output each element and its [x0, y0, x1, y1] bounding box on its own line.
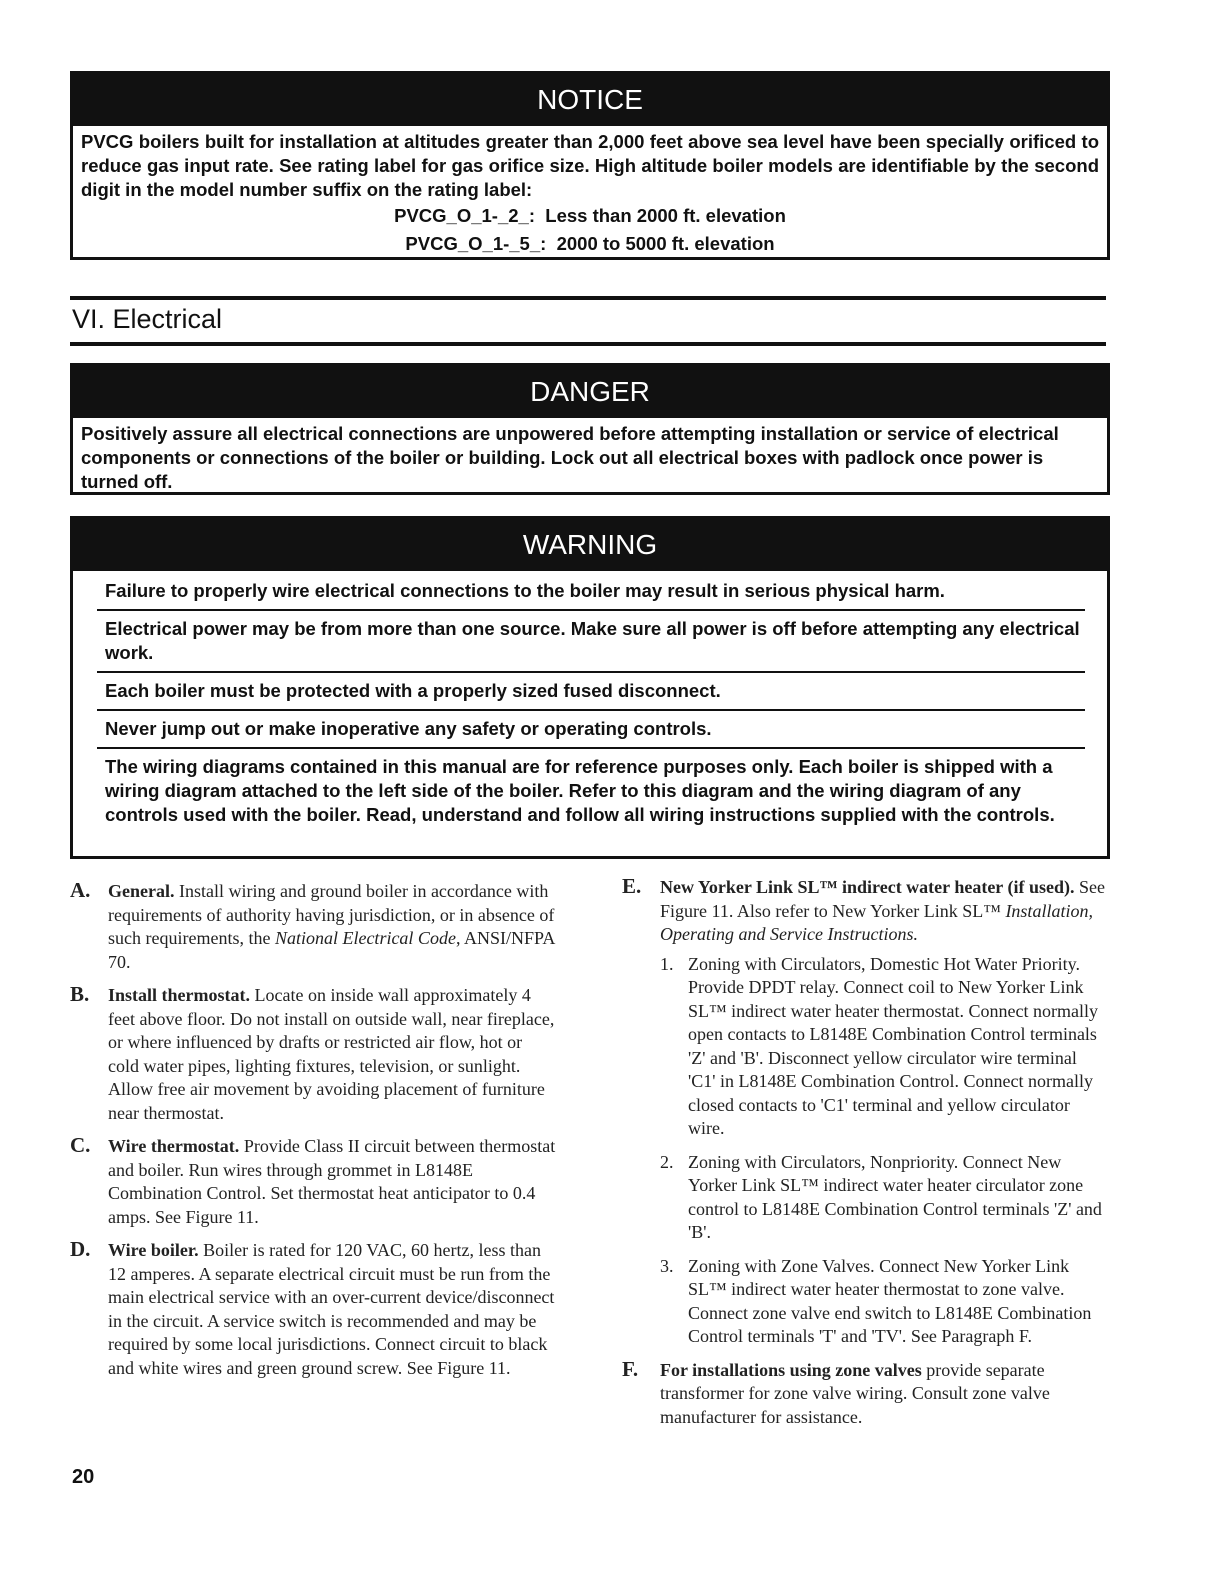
- notice-model-line-2: [81, 230, 1099, 258]
- list-item-d: [70, 1239, 556, 1380]
- item-lead: General.: [108, 881, 175, 901]
- danger-text: Positively assure all electrical connections are unpowered before attempting installation or service of electrical components or connections of the boiler or building. Lock out all electrical boxes with padlock once power is turned off.: [81, 423, 1059, 492]
- item-italic: National Electrical Code: [274, 928, 456, 948]
- item-letter: E.: [622, 874, 642, 898]
- warning-box: [70, 516, 1110, 859]
- item-letter: B.: [70, 982, 90, 1006]
- item-text: provide separate transformer for zone valve wiring. Consult zone valve manufacturer for assistance.: [660, 1359, 1050, 1427]
- list-item-f: [622, 1356, 1108, 1430]
- list-item-b: [70, 984, 556, 1125]
- sub-item-1: [660, 953, 1108, 1141]
- sub-item-text: Zoning with Circulators, Nonpriority. Connect New Yorker Link SL™ indirect water heater circulator zone control to L8148E Combination Control terminals 'Z' and 'B'.: [688, 1151, 1102, 1242]
- section-title: VI. Electrical: [72, 304, 223, 334]
- item-lead: Wire boiler.: [108, 1240, 199, 1260]
- item-lead: Wire thermostat.: [108, 1136, 240, 1156]
- right-column: [622, 876, 1108, 1439]
- item-italic: Installation, Operating and Service Instructions.: [660, 900, 1093, 944]
- notice-box: [70, 71, 1110, 260]
- notice-model-line-1: [81, 202, 1099, 230]
- item-text: See Figure 11. Also refer to New Yorker Link SL™: [660, 877, 1105, 921]
- model-code: PVCG_O_1-_5_:: [405, 233, 547, 254]
- item-letter: D.: [70, 1237, 91, 1261]
- model-desc: Less than 2000 ft. elevation: [545, 205, 786, 226]
- notice-text: PVCG boilers built for installation at altitudes greater than 2,000 feet above sea level have been specially orificed to reduce gas input rate. See rating label for gas orifice size. High altitude boiler models are identifiable by the second digit in the model number suffix on the rating label:: [81, 131, 1099, 200]
- warning-item: Never jump out or make inoperative any safety or operating controls.: [97, 711, 1085, 749]
- list-item-c: [70, 1135, 556, 1229]
- model-code: PVCG_O_1-_2_:: [394, 205, 535, 226]
- list-item-a: [70, 880, 556, 974]
- item-text: Locate on inside wall approximately 4 feet above floor. Do not install on outside wall, near fireplace, or where influenced by drafts or restricted air flow, hot or cold water pipes, lighting fixtures, television, or sunlight. Allow free air movement by avoiding placement of furniture near thermostat.: [108, 985, 555, 1123]
- list-item-e: [622, 876, 1108, 1349]
- item-text: Boiler is rated for 120 VAC, 60 hertz, less than 12 amperes. A separate electrical circuit must be run from the main electrical service with an over-current device/disconnect in the circuit. A service switch is recommended and may be required by some local jurisdictions. Connect circuit to black and white wires and green ground screw. See Figure 11.: [108, 1240, 555, 1378]
- danger-heading: DANGER: [73, 366, 1107, 418]
- item-text: Install wiring and ground boiler in accordance with requirements of authority having jurisdiction, or in absence of such requirements, the: [108, 881, 555, 948]
- sub-item-number: 1.: [660, 953, 674, 974]
- warning-item: Electrical power may be from more than one source. Make sure all power is off before attempting any electrical work.: [97, 611, 1085, 673]
- item-letter: A.: [70, 878, 91, 902]
- model-desc: 2000 to 5000 ft. elevation: [556, 233, 775, 254]
- item-tail: , ANSI/NFPA 70.: [108, 928, 555, 972]
- sub-item-number: 2.: [660, 1151, 674, 1172]
- sub-item-number: 3.: [660, 1255, 674, 1276]
- warning-item: Failure to properly wire electrical connections to the boiler may result in serious physical harm.: [97, 573, 1085, 611]
- sub-item-2: [660, 1151, 1108, 1245]
- sub-item-3: [660, 1255, 1108, 1349]
- warning-heading: WARNING: [73, 519, 1107, 571]
- sub-item-text: Zoning with Circulators, Domestic Hot Water Priority. Provide DPDT relay. Connect coil to New Yorker Link SL™ indirect water heater thermostat. Connect normally open contacts to L8148E Combination Control terminals 'Z' and 'B'. Disconnect yellow circulator wire terminal 'C1' in L8148E Combination Control. Connect normally closed contacts to 'C1' terminal and yellow circulator wire.: [688, 953, 1099, 1138]
- item-letter: F.: [622, 1356, 639, 1381]
- section-rule-bottom: [70, 342, 1106, 346]
- notice-heading: NOTICE: [73, 74, 1107, 126]
- sub-item-text: Zoning with Zone Valves. Connect New Yorker Link SL™ indirect water heater thermostat to zone valve. Connect zone valve end switch to L8148E Combination Control terminals 'T' and 'TV'. See Paragraph F.: [688, 1255, 1092, 1346]
- page-number: 20: [72, 1466, 95, 1488]
- left-column: [70, 880, 556, 1390]
- item-lead: New Yorker Link SL™ indirect water heater (if used).: [660, 877, 1075, 897]
- notice-body: [73, 126, 1107, 264]
- item-lead: Install thermostat.: [108, 985, 250, 1005]
- warning-item: Each boiler must be protected with a properly sized fused disconnect.: [97, 673, 1085, 711]
- section-rule-top: [70, 296, 1106, 300]
- warning-list: [73, 571, 1107, 829]
- item-lead: For installations using zone valves: [660, 1359, 922, 1380]
- item-letter: C.: [70, 1133, 91, 1157]
- warning-item: The wiring diagrams contained in this manual are for reference purposes only. Each boiler is shipped with a wiring diagram attached to the left side of the boiler. Refer to this diagram and the wiring diagram of any controls used with the boiler. Read, understand and follow all wiring instructions supplied with the controls.: [105, 756, 1055, 825]
- danger-box: [70, 363, 1110, 495]
- item-text: Provide Class II circuit between thermostat and boiler. Run wires through grommet in L8148E Combination Control. Set thermostat heat anticipator to 0.4 amps. See Figure 11.: [108, 1136, 556, 1227]
